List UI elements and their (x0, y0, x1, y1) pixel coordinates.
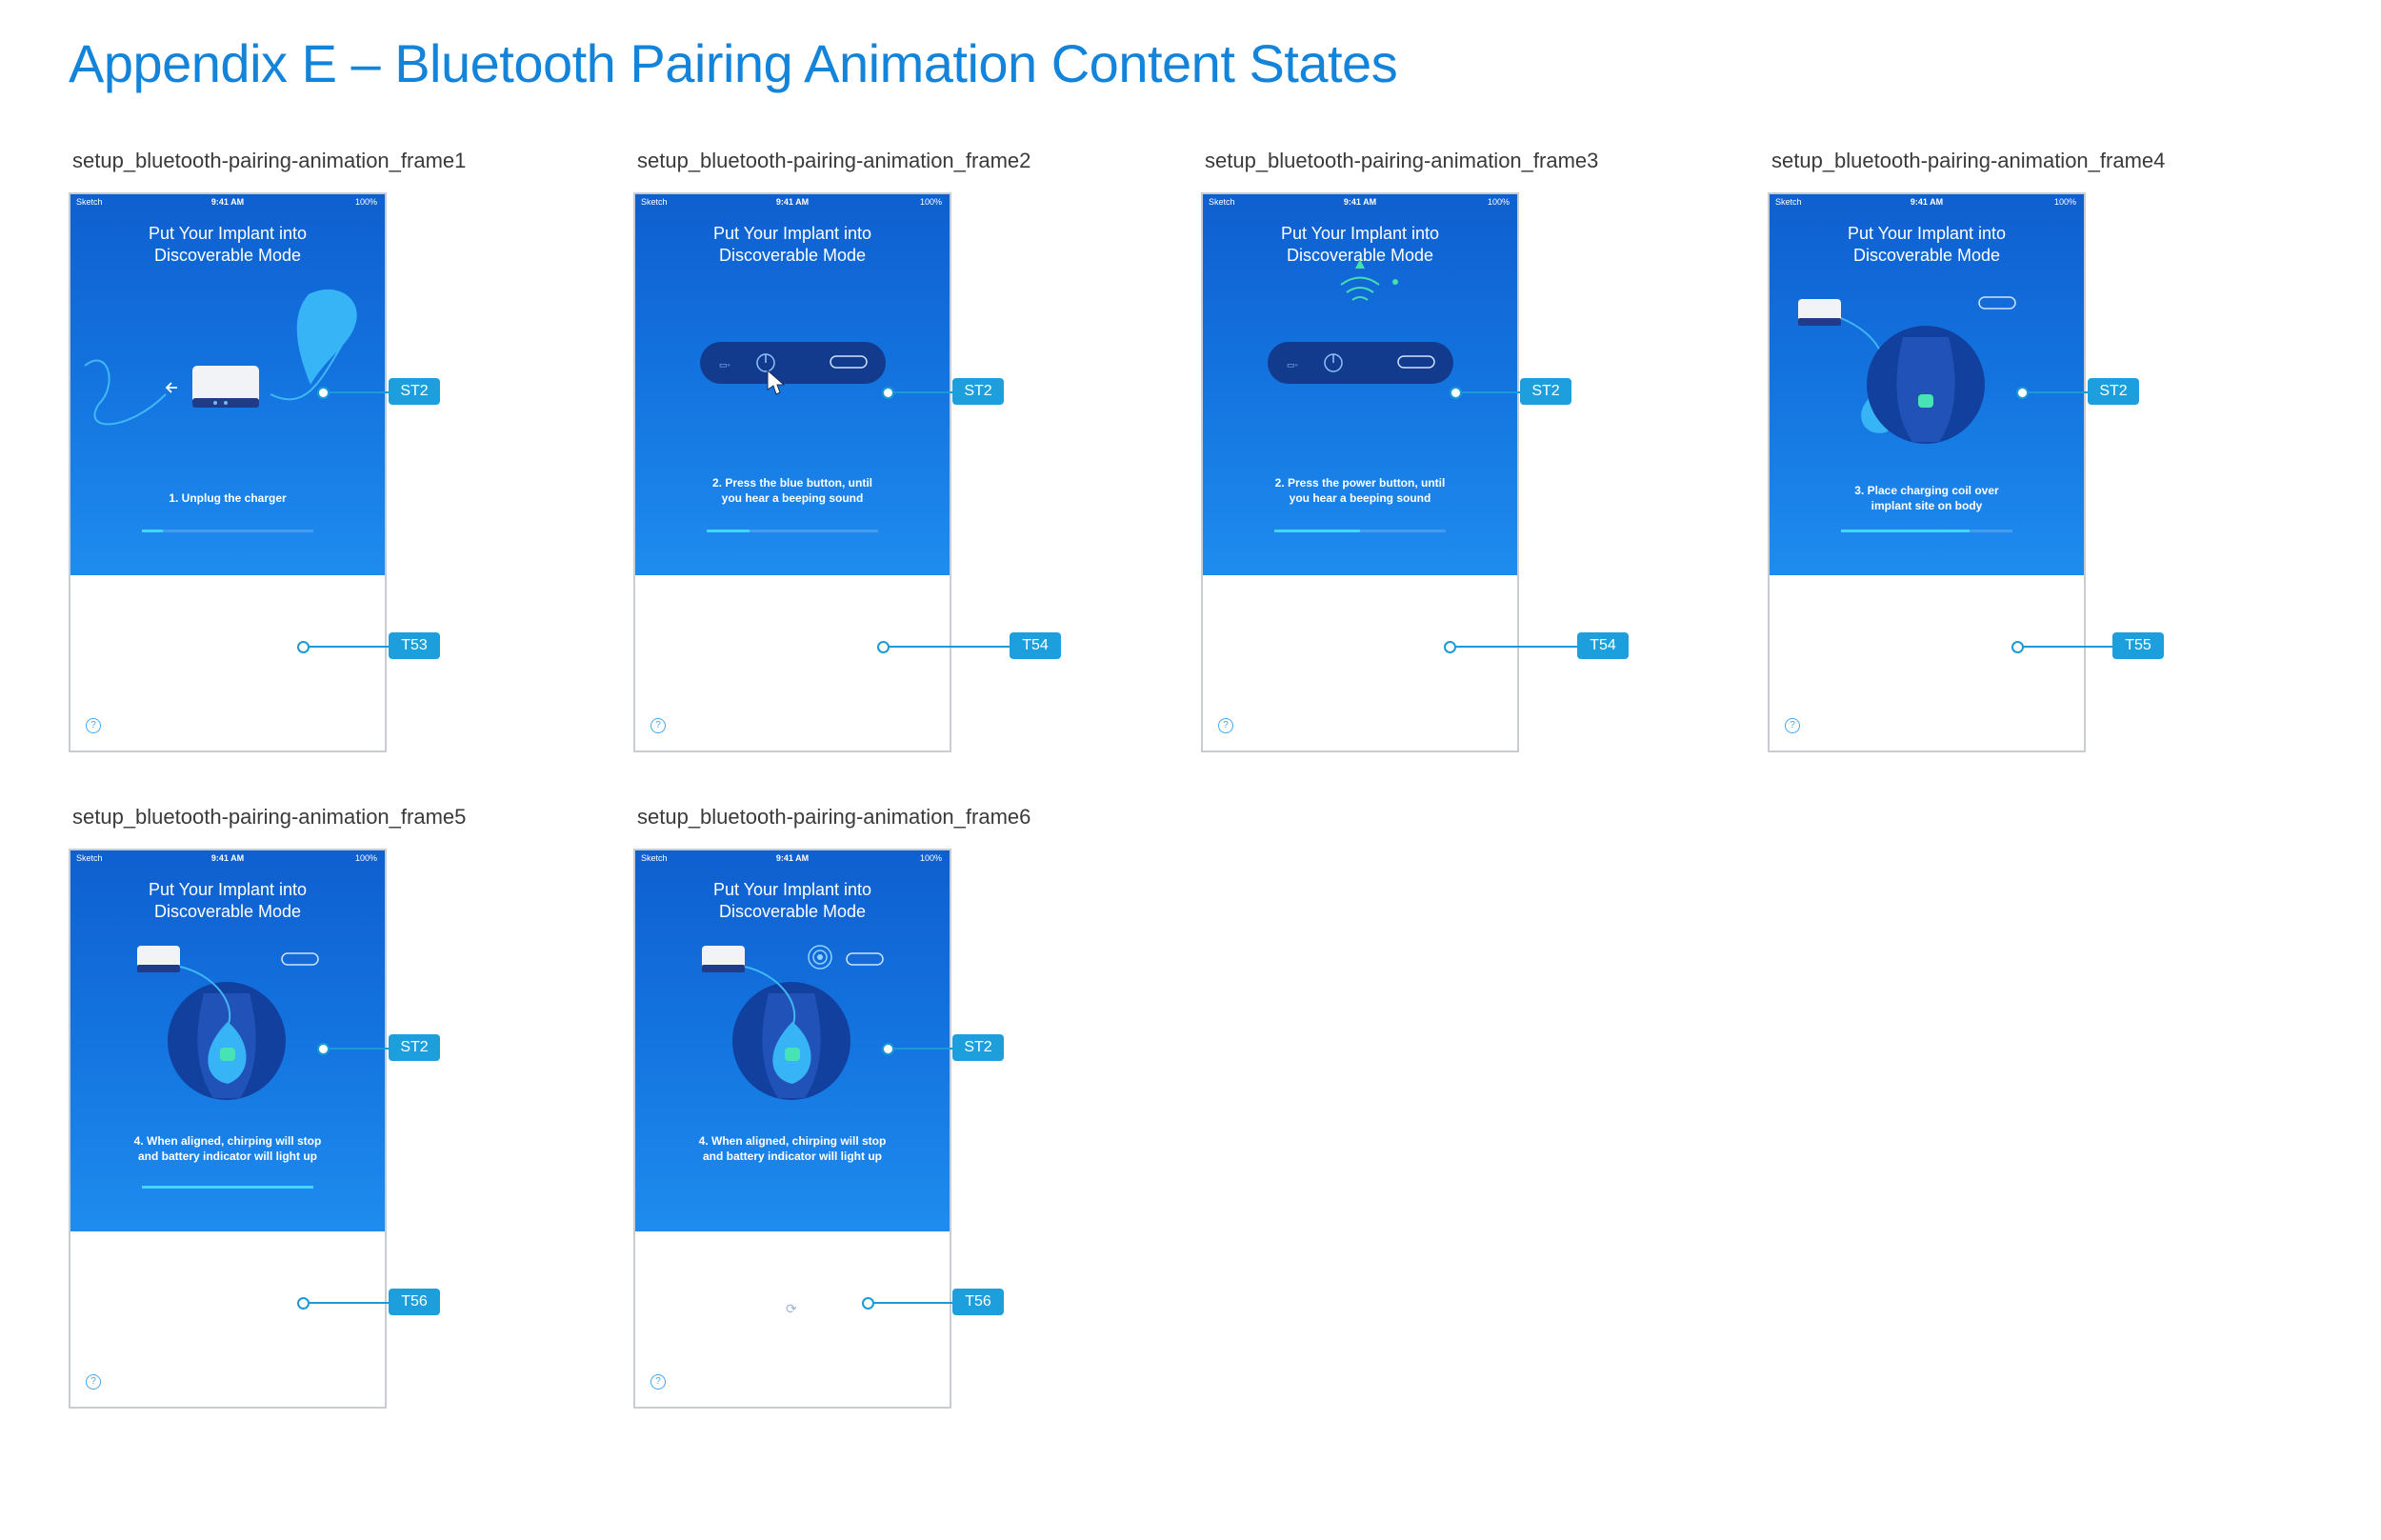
callout-line (1460, 391, 1520, 393)
callout-tag: ST2 (952, 378, 1004, 405)
callout-tag: T56 (389, 1289, 440, 1315)
step-line: you hear a beeping sound (1289, 491, 1431, 505)
battery-label: 100% (1487, 197, 1510, 207)
callout-line (328, 391, 389, 393)
progress-fill (1274, 530, 1360, 532)
frame-4 (1768, 149, 2358, 758)
callout-tag: ST2 (952, 1034, 1004, 1061)
step-line: implant site on body (1871, 499, 1983, 512)
callout-line (892, 1048, 952, 1050)
help-icon[interactable]: ? (1785, 718, 1800, 733)
svg-text:▭◦: ▭◦ (1287, 360, 1298, 370)
carrier-label: Sketch (76, 853, 103, 863)
callout-line (328, 1048, 389, 1050)
frame-label: setup_bluetooth-pairing-animation_frame3 (1205, 149, 1599, 172)
progress-fill (142, 1186, 313, 1189)
status-bar (1770, 197, 2084, 210)
callout-tag: T55 (2112, 632, 2164, 659)
phone-screen (69, 849, 387, 1409)
progress-bar (1841, 530, 2012, 532)
phone-screen (1768, 192, 2086, 752)
callout-line (888, 646, 1010, 648)
svg-text:▭◦: ▭◦ (719, 360, 730, 370)
callout-tag: T53 (389, 632, 440, 659)
time-label: 9:41 AM (1343, 197, 1377, 207)
heading-line: Put Your Implant into (1847, 224, 2007, 243)
heading-line: Discoverable Mode (718, 902, 867, 921)
callout-line (892, 391, 952, 393)
heading-line: Put Your Implant into (1280, 224, 1440, 243)
carrier-label: Sketch (1775, 197, 1802, 207)
help-icon[interactable]: ? (650, 718, 666, 733)
progress-bar (1274, 530, 1446, 532)
help-icon[interactable]: ? (86, 1374, 101, 1390)
callout-tag: T54 (1577, 632, 1629, 659)
callout-dot (317, 1043, 330, 1055)
screen-heading (1203, 223, 1517, 267)
frame-label: setup_bluetooth-pairing-animation_frame2 (637, 149, 1031, 172)
callout-dot (297, 1297, 310, 1310)
phone-screen (633, 849, 951, 1409)
heading-line: Discoverable Mode (1286, 246, 1434, 265)
callout-dot (882, 387, 894, 399)
carrier-label: Sketch (641, 197, 668, 207)
battery-label: 100% (919, 197, 942, 207)
loading-spinner-icon: ⟳ (786, 1301, 797, 1316)
battery-label: 100% (354, 853, 377, 863)
heading-line: Discoverable Mode (153, 902, 302, 921)
callout-tag: ST2 (389, 378, 440, 405)
callout-dot (1450, 387, 1462, 399)
step-line: and battery indicator will light up (137, 1150, 317, 1163)
status-bar (1203, 197, 1517, 210)
frame-label: setup_bluetooth-pairing-animation_frame4 (1771, 149, 2166, 172)
heading-line: Discoverable Mode (718, 246, 867, 265)
carrier-label: Sketch (641, 853, 668, 863)
callout-dot (882, 1043, 894, 1055)
battery-label: 100% (2053, 197, 2076, 207)
callout-line (308, 646, 389, 648)
callout-dot (317, 387, 330, 399)
frame-label: setup_bluetooth-pairing-animation_frame6 (637, 805, 1031, 829)
help-icon[interactable]: ? (1218, 718, 1233, 733)
step-line: 2. Press the power button, until (1274, 476, 1446, 490)
status-bar (635, 853, 950, 867)
step-line: 4. When aligned, chirping will stop (698, 1134, 887, 1148)
step-line: and battery indicator will light up (702, 1150, 882, 1163)
heading-line: Put Your Implant into (712, 224, 872, 243)
time-label: 9:41 AM (775, 853, 810, 863)
callout-dot (2011, 641, 2024, 653)
time-label: 9:41 AM (1910, 197, 1944, 207)
phone-screen (69, 192, 387, 752)
step-text (1770, 483, 2084, 513)
step-text (70, 490, 385, 506)
heading-line: Discoverable Mode (1852, 246, 2001, 265)
heading-line: Put Your Implant into (148, 880, 308, 899)
callout-line (2027, 391, 2088, 393)
carrier-label: Sketch (76, 197, 103, 207)
progress-bar (142, 530, 313, 532)
time-label: 9:41 AM (775, 197, 810, 207)
frame-2 (633, 149, 1224, 758)
callout-tag: ST2 (1520, 378, 1571, 405)
screen-heading (635, 879, 950, 923)
frame-6 (633, 805, 1224, 1414)
callout-line (1454, 646, 1577, 648)
progress-fill (707, 530, 750, 532)
phone-screen (633, 192, 951, 752)
frame-1 (69, 149, 659, 758)
step-line: 1. Unplug the charger (169, 491, 287, 505)
step-line: you hear a beeping sound (721, 491, 864, 505)
status-bar (70, 197, 385, 210)
help-icon[interactable]: ? (650, 1374, 666, 1390)
frame-3 (1201, 149, 1791, 758)
time-label: 9:41 AM (210, 853, 245, 863)
screen-heading (70, 223, 385, 267)
carrier-label: Sketch (1209, 197, 1235, 207)
time-label: 9:41 AM (210, 197, 245, 207)
callout-tag: ST2 (389, 1034, 440, 1061)
callout-dot (862, 1297, 874, 1310)
help-icon[interactable]: ? (86, 718, 101, 733)
callout-tag: ST2 (2088, 378, 2139, 405)
heading-line: Put Your Implant into (148, 224, 308, 243)
frame-5 (69, 805, 659, 1414)
status-bar (635, 197, 950, 210)
screen-heading (1770, 223, 2084, 267)
callout-dot (877, 641, 890, 653)
step-line: 4. When aligned, chirping will stop (133, 1134, 322, 1148)
battery-label: 100% (354, 197, 377, 207)
heading-line: Put Your Implant into (712, 880, 872, 899)
page-title: Appendix E – Bluetooth Pairing Animation Content States (69, 33, 1398, 93)
step-text (635, 1133, 950, 1164)
status-bar (70, 853, 385, 867)
callout-dot (1444, 641, 1456, 653)
step-text (635, 475, 950, 506)
step-text (1203, 475, 1517, 506)
step-line: 3. Place charging coil over (1854, 484, 1999, 497)
progress-fill (1841, 530, 1970, 532)
frame-label: setup_bluetooth-pairing-animation_frame1 (72, 149, 467, 172)
progress-bar (707, 530, 878, 532)
callout-line (2022, 646, 2112, 648)
step-line: 2. Press the blue button, until (711, 476, 872, 490)
battery-label: 100% (919, 853, 942, 863)
heading-line: Discoverable Mode (153, 246, 302, 265)
callout-line (872, 1302, 952, 1304)
frame-label: setup_bluetooth-pairing-animation_frame5 (72, 805, 467, 829)
callout-tag: T56 (952, 1289, 1004, 1315)
progress-fill (142, 530, 163, 532)
phone-screen (1201, 192, 1519, 752)
step-text (70, 1133, 385, 1164)
screen-heading (635, 223, 950, 267)
callout-dot (2016, 387, 2029, 399)
callout-dot (297, 641, 310, 653)
callout-line (308, 1302, 389, 1304)
screen-heading (70, 879, 385, 923)
callout-tag: T54 (1010, 632, 1061, 659)
progress-bar (142, 1186, 313, 1189)
